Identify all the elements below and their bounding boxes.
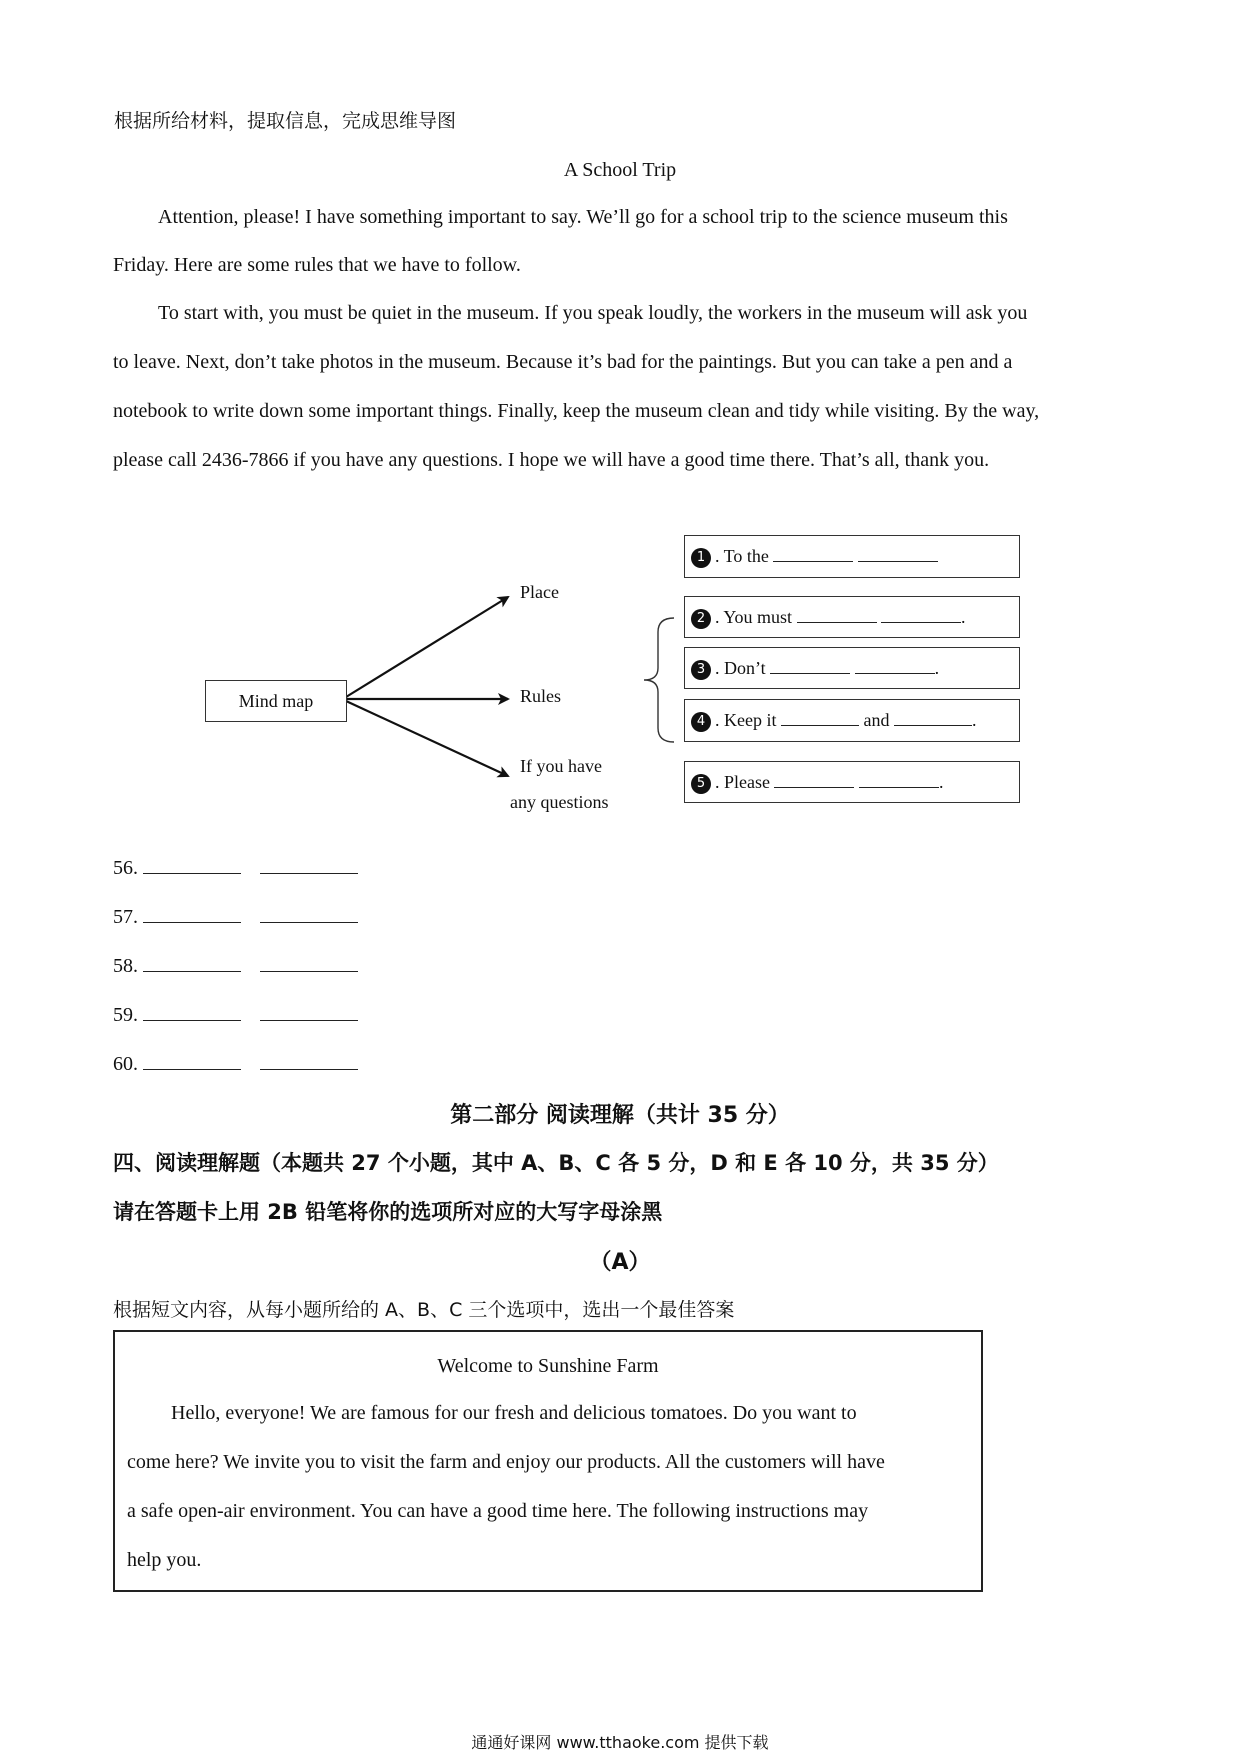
answer-blank[interactable] — [260, 872, 358, 874]
page-footer: 通通好课网 www.tthaoke.com 提供下载 — [471, 1733, 769, 1752]
question-number: 60. — [113, 1053, 138, 1075]
answer-line-59 — [113, 1003, 358, 1027]
answer-blank[interactable] — [894, 724, 972, 726]
answer-blank[interactable] — [774, 786, 854, 788]
box-end: . — [961, 607, 966, 627]
answer-blank[interactable] — [260, 970, 358, 972]
part-instruction: 根据短文内容，从每小题所给的 A、B、C 三个选项中，选出一个最佳答案 — [113, 1299, 735, 1321]
farm-passage-line: Hello, everyone! We are famous for our fresh and delicious tomatoes. Do you want to — [171, 1402, 857, 1424]
answer-blank[interactable] — [260, 921, 358, 923]
answer-blank[interactable] — [143, 970, 241, 972]
circled-number: 5 — [691, 774, 711, 794]
mind-map-center — [205, 680, 347, 722]
box-end: . — [934, 658, 940, 678]
box-end: . — [971, 710, 977, 730]
branch-place: Place — [520, 582, 559, 602]
answer-blank[interactable] — [881, 621, 961, 623]
farm-passage-line: a safe open-air environment. You can have a good time here. The following instructions may — [127, 1500, 869, 1522]
answer-blank[interactable] — [797, 621, 877, 623]
mind-map-connectors — [0, 0, 1240, 830]
box-prefix: . To — [715, 546, 743, 566]
mind-map-box-1 — [684, 535, 1020, 578]
mind-map-box-4 — [684, 699, 1020, 742]
branch-rules: Rules — [520, 686, 562, 706]
passage-line: please call 2436-7866 if you have any questions. I hope we will have a good time there. That’s all, thank you. — [113, 449, 990, 471]
mind-map-box-2 — [684, 596, 1020, 638]
box-prefix: . Don’t — [715, 658, 766, 678]
passage-line: to leave. Next, don’t take photos in the museum. Because it’s bad for the paintings. But you can take a pen and a — [113, 351, 1013, 373]
answer-line-56 — [113, 856, 358, 880]
answer-line-57 — [113, 905, 358, 929]
arrow-place — [346, 597, 508, 697]
passage-line: To start with, you must be quiet in the museum. If you speak loudly, the workers in the museum will ask you — [158, 302, 1028, 324]
farm-passage-box — [113, 1330, 983, 1592]
answer-blank[interactable] — [859, 786, 939, 788]
passage-title: A School Trip — [563, 159, 677, 181]
answer-blank[interactable] — [260, 1019, 358, 1021]
box-mid: the — [742, 546, 769, 566]
answer-blank[interactable] — [143, 1019, 241, 1021]
passage-line: Attention, please! I have something important to say. We’ll go for a school trip to the science museum this — [158, 206, 1008, 228]
section-title: 第二部分 阅读理解（共计 35 分） — [450, 1103, 790, 1128]
mind-map-box-5 — [684, 761, 1020, 803]
circled-number: 3 — [691, 660, 711, 680]
answer-line-60 — [113, 1052, 358, 1076]
instruction: 根据所给材料，提取信息，完成思维导图 — [114, 110, 457, 132]
question-number: 58. — [113, 955, 138, 977]
farm-passage-title: Welcome to Sunshine Farm — [437, 1355, 659, 1377]
passage-line: Friday. Here are some rules that we have to follow. — [113, 254, 521, 276]
answer-blank[interactable] — [781, 724, 859, 726]
answer-blank[interactable] — [770, 672, 850, 674]
answer-blank[interactable] — [143, 1068, 241, 1070]
circled-number: 4 — [691, 712, 711, 732]
answer-blank[interactable] — [143, 872, 241, 874]
part-label: （A） — [589, 1250, 651, 1275]
answer-blank[interactable] — [773, 560, 853, 562]
box-mid: and — [863, 710, 890, 730]
answer-blank[interactable] — [143, 921, 241, 923]
farm-passage-line: come here? We invite you to visit the farm and enjoy our products. All the customers will have — [127, 1451, 885, 1473]
circled-number: 2 — [691, 609, 711, 629]
section-note: 请在答题卡上用 2B 铅笔将你的选项所对应的大写字母涂黑 — [113, 1200, 663, 1224]
mind-map-center-label: Mind map — [238, 691, 314, 711]
box-end: . — [938, 772, 944, 792]
section-heading: 四、阅读理解题（本题共 27 个小题，其中 A、B、C 各 5 分，D 和 E 各 10 分，共 35 分） — [113, 1151, 999, 1175]
farm-passage-line: help you. — [127, 1549, 202, 1571]
box-prefix: . Please — [715, 772, 770, 792]
box-prefix: . You must — [715, 607, 793, 627]
question-number: 57. — [113, 906, 138, 928]
passage-line: notebook to write down some important things. Finally, keep the museum clean and tidy while visiting. By the way, — [113, 400, 1040, 422]
circled-number: 1 — [691, 548, 711, 568]
answer-blank[interactable] — [855, 672, 935, 674]
arrow-questions — [346, 701, 508, 776]
answer-line-58 — [113, 954, 358, 978]
rules-brace — [644, 618, 674, 742]
mind-map-box-3 — [684, 647, 1020, 689]
question-number: 56. — [113, 857, 138, 879]
answer-blank[interactable] — [858, 560, 938, 562]
question-number: 59. — [113, 1004, 138, 1026]
box-prefix: . Keep it — [715, 710, 777, 730]
answer-blank[interactable] — [260, 1068, 358, 1070]
branch-questions-line1: If you have — [520, 756, 602, 776]
branch-questions-line2: any questions — [510, 792, 609, 812]
